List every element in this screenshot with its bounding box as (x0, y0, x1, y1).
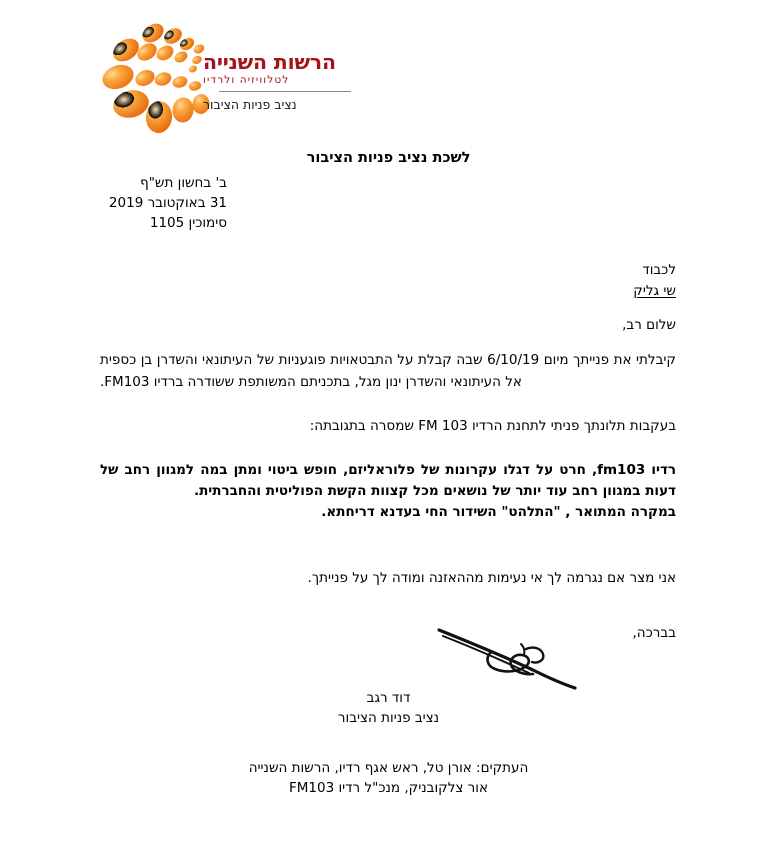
logo-title: הרשות השנייה (203, 50, 336, 74)
signer-role: נציב פניות הציבור (337, 710, 440, 727)
signer-name: דוד רגב (366, 690, 411, 706)
handwritten-signature (425, 622, 615, 698)
cc-line-2: אור צלקובניק, מנכ"ל רדיו FM103 (289, 780, 488, 797)
logo-divider (219, 91, 351, 92)
hebrew-date: ב' בחשון תש"ף (140, 175, 227, 191)
greeting-line: שלום רב, (622, 317, 676, 333)
organization-logo (101, 22, 351, 140)
closing-paragraph: אני מצר אם נגרמה לך אי נעימות מההאזנה ומודה לך על פנייתך. (307, 569, 676, 586)
page-title: לשכת נציב פניות הציבור (306, 150, 471, 166)
cc-line-1: העתקים: אורן טל, ראש אגף רדיו, הרשות השנייה (248, 760, 529, 776)
addressee-to-label: לכבוד (642, 262, 676, 278)
logo-text-group (203, 22, 351, 112)
gregorian-date: 31 באוקטובר 2019 (108, 194, 227, 211)
logo-subtitle: לטלוויזיה ולרדיו (203, 73, 290, 86)
quoted-statement-tail: במקרה המתואר , "התלהט" השידור החי בעדנא דריחתא. (321, 504, 676, 521)
logo-department: נציב פניות הציבור (203, 97, 297, 113)
addressee-block (376, 260, 676, 302)
addressee-name: שי גליק (633, 282, 676, 299)
body-paragraph-1: קיבלתי את פנייתך מיום 6/10/19 שבה קבלת על התבטאויות פוגעניות של העיתונאי והשדרן בן כספית אל העיתונאי והשדרן ינון מגל, בתכניתם המשותפת ששודרה ברדיו FM103. (100, 352, 676, 390)
quoted-statement (100, 460, 676, 524)
regards-line: בברכה, (632, 625, 676, 642)
cc-block (0, 758, 777, 799)
body-paragraph-2: בעקבות תלונתך פניתי לתחנת הרדיו FM 103 שמסרה בתגובתה: (309, 417, 676, 434)
date-block (102, 174, 227, 234)
signature-name-block (0, 688, 777, 729)
reference-number: סימוכין 1105 (149, 214, 227, 231)
quoted-statement-main: רדיו fm103, חרט על דגלו עקרונות של פלוראליזם, חופש ביטוי ומתן במה למגוון רחב של דעות במגוון רחב עוד יותר של נושאים מכל קצוות הקשת הפוליטית והחברתית. (100, 461, 677, 499)
letter-body (100, 350, 676, 641)
